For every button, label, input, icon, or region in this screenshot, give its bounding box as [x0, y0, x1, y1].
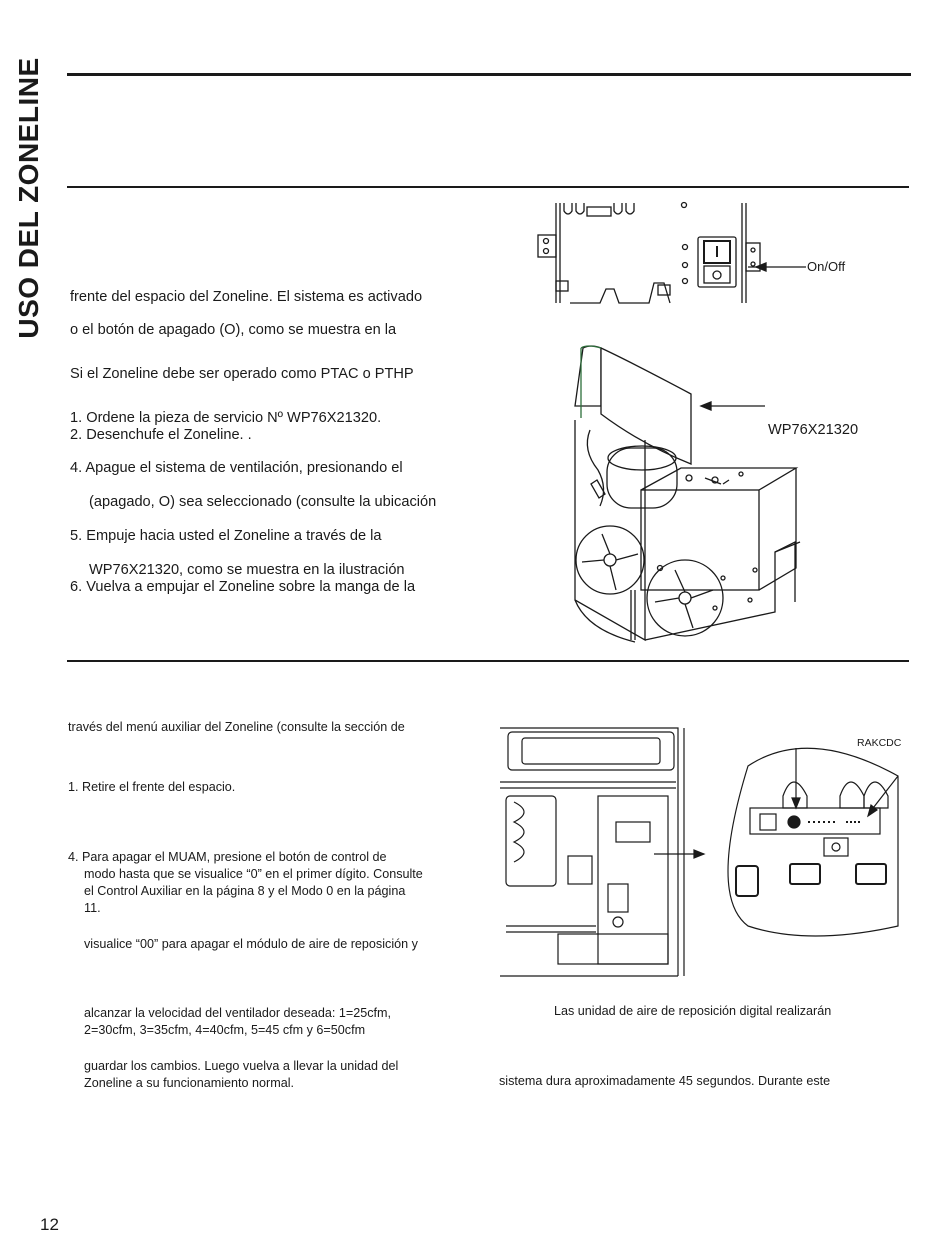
s2-line-1: través del menú auxiliar del Zoneline (consulte la sección de	[68, 720, 405, 734]
section2-rule	[67, 660, 909, 662]
s2-step-4-cont-3: 11.	[84, 901, 101, 915]
side-title: USO DEL ZONELINE	[13, 57, 44, 339]
rakcdc-label: RAKCDC	[857, 737, 902, 749]
s1-step-2: 2. Desenchufe el Zoneline. .	[70, 427, 252, 443]
zoneline-unit-illustration	[565, 340, 870, 660]
right-line-2: sistema dura aproximadamente 45 segundos. Durante este	[499, 1074, 831, 1088]
s2-step-4-cont-1: modo hasta que se visualice “0” en el primer dígito. Consulte	[84, 867, 423, 881]
s1-step-4-cont: (apagado, O) sea seleccionado (consulte la ubicación	[89, 494, 437, 510]
s1-line-2: o el botón de apagado (O), como se muestra en la	[70, 322, 397, 338]
s2-line-alcanzar: alcanzar la velocidad del ventilador deseada: 1=25cfm,	[84, 1006, 391, 1020]
page-number: 12	[40, 1215, 59, 1234]
s1-step-1: 1. Ordene la pieza de servicio Nº WP76X21320.	[70, 410, 382, 426]
s1-step-4: 4. Apague el sistema de ventilación, presionando el	[70, 460, 403, 476]
s1-line-1: frente del espacio del Zoneline. El sistema es activado	[70, 289, 423, 305]
section1-rule	[67, 186, 909, 188]
s1-step-6: 6. Vuelva a empujar el Zoneline sobre la manga de la	[70, 579, 416, 595]
switch-panel-illustration	[530, 195, 820, 310]
part-label: WP76X21320	[768, 422, 859, 438]
s2-step-4: 4. Para apagar el MUAM, presione el botón de control de	[68, 850, 387, 864]
s1-step-5-cont: WP76X21320, como se muestra en la ilustración	[89, 562, 405, 578]
s2-line-visualice: visualice “00” para apagar el módulo de aire de reposición y	[84, 937, 418, 951]
top-rule	[67, 73, 911, 76]
s1-line-3: Si el Zoneline debe ser operado como PTAC o PTHP	[70, 366, 414, 382]
s2-step-4-cont-2: el Control Auxiliar en la página 8 y el Modo 0 en la página	[84, 884, 406, 898]
s2-step-1: 1. Retire el frente del espacio.	[68, 780, 236, 794]
s2-line-cfm: 2=30cfm, 3=35cfm, 4=40cfm, 5=45 cfm y 6=50cfm	[84, 1023, 366, 1037]
s1-step-5: 5. Empuje hacia usted el Zoneline a través de la	[70, 528, 382, 544]
right-line-1: Las unidad de aire de reposición digital realizarán	[554, 1004, 832, 1018]
s2-line-zoneline: Zoneline a su funcionamiento normal.	[84, 1076, 295, 1090]
s2-line-guardar: guardar los cambios. Luego vuelva a llevar la unidad del	[84, 1059, 399, 1073]
onoff-label: On/Off	[807, 259, 846, 274]
control-board-illustration	[498, 726, 910, 978]
